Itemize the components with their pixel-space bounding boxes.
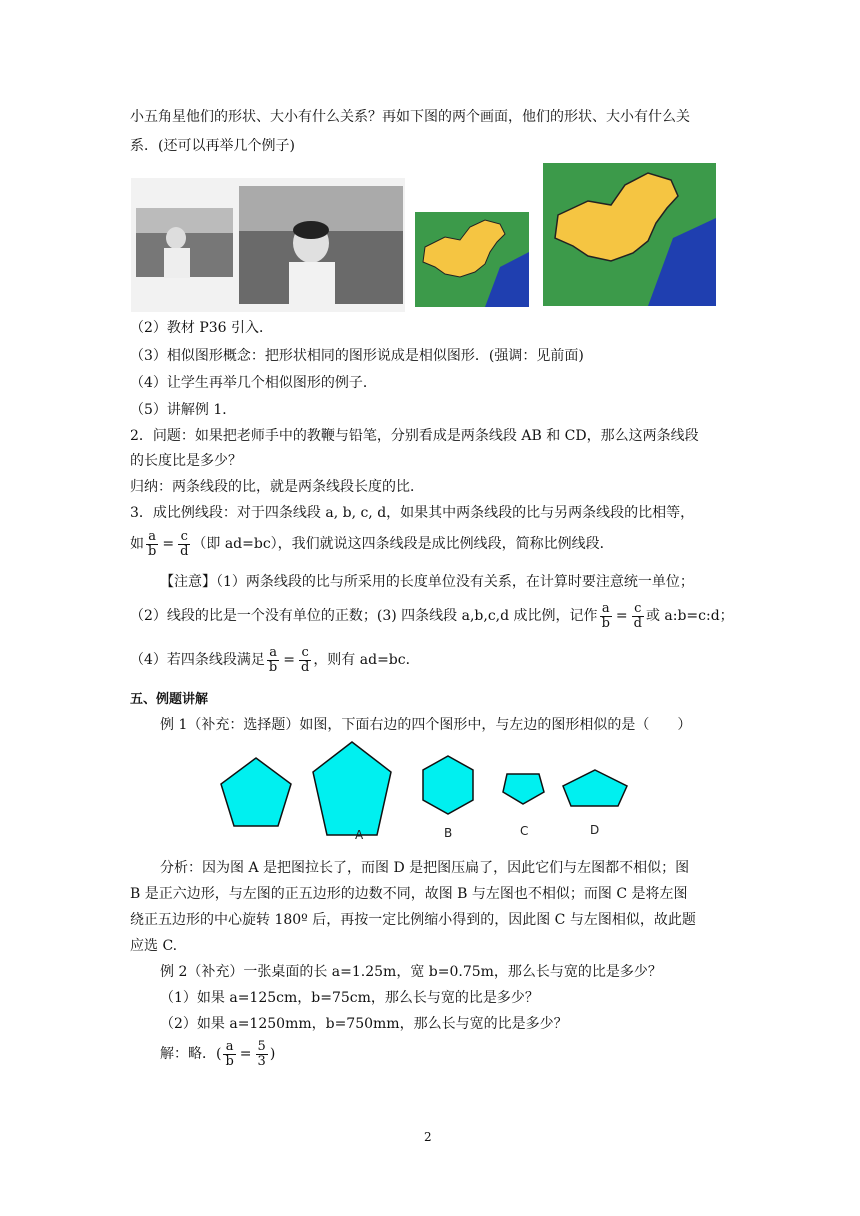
shape-label-b: B (444, 826, 453, 840)
text-line-with-fraction (160, 1036, 275, 1072)
text-line: 的长度比是多少？ (130, 453, 242, 469)
numerator: a (267, 646, 279, 661)
text: ) (269, 1046, 276, 1062)
china-map-large-image (543, 163, 716, 306)
equals-sign: = (239, 1046, 252, 1062)
numerator: a (146, 530, 158, 545)
section-heading: 五、例题讲解 (130, 692, 209, 707)
numerator: c (178, 530, 190, 545)
numerator: 5 (257, 1038, 266, 1054)
pentagon-a (313, 742, 391, 835)
shape-label-c: C (520, 824, 529, 838)
text: ，则有 ad=bc． (313, 652, 420, 668)
text-line: 2．问题：如果把老师手中的教鞭与铅笔，分别看成是两条线段 AB 和 CD，那么这两条线段 (130, 428, 699, 444)
text-line: 分析：因为图 A 是把图拉长了，而图 D 是把图压扁了，因此它们与左图都不相似；图 (160, 860, 690, 876)
denominator: b (268, 659, 278, 675)
fraction-a-b (267, 646, 279, 675)
text: （即 ad=bc），我们就说这四条线段是成比例线段，简称比例线段． (192, 536, 614, 552)
denominator: d (633, 615, 642, 631)
denominator: d (180, 543, 189, 559)
denominator: d (300, 659, 310, 675)
equals-sign: = (162, 536, 175, 552)
text-line: 【注意】（1）两条线段的比与所采用的长度单位没有关系，在计算时要注意统一单位； (160, 574, 694, 590)
shape-label-a: A (355, 828, 364, 842)
pentagon-d (563, 770, 627, 806)
text-line: （2）教材 P36 引入． (130, 320, 274, 336)
fraction-a-b (223, 1040, 235, 1069)
fraction-c-d (178, 530, 190, 559)
text-line: 小五角星他们的形状、大小有什么关系？再如下图的两个画面，他们的形状、大小有什么关 (130, 109, 690, 125)
pentagon-c (503, 774, 544, 804)
photo-pair (131, 178, 405, 312)
pentagon-left (221, 758, 291, 826)
denominator: b (148, 543, 157, 559)
text-line-with-fraction (130, 526, 614, 562)
equals-sign: = (283, 652, 295, 668)
fraction-5-3 (256, 1040, 268, 1069)
denominator: b (225, 1053, 234, 1069)
text-line: 应选 C. (130, 938, 178, 954)
text-line: （5）讲解例 1． (130, 402, 237, 418)
equals-sign: = (615, 608, 628, 624)
text: （2）线段的比是一个没有单位的正数；(3) 四条线段 a,b,c,d 成比例，记作 (130, 608, 598, 624)
text-line: 绕正五边形的中心旋转 180º 后，再按一定比例缩小得到的，因此图 C 与左图相似，故此题 (130, 912, 696, 928)
text-line-with-fraction (130, 642, 420, 678)
hexagon-b (423, 756, 473, 814)
text-line: （2）如果 a=1250mm，b=750mm，那么长与宽的比是多少？ (160, 1016, 568, 1032)
denominator: 3 (257, 1053, 266, 1069)
text-line: 系．(还可以再举几个例子) (130, 138, 295, 154)
numerator: a (223, 1040, 235, 1055)
text-line: 例 1（补充：选择题）如图，下面右边的四个图形中，与左边的图形相似的是（ ） (160, 717, 692, 733)
text-line: （3）相似图形概念：把形状相同的图形说成是相似图形．(强调：见前面) (130, 348, 584, 364)
text: （4）若四条线段满足 (130, 652, 265, 668)
fraction-c-d (632, 602, 644, 631)
denominator: b (601, 615, 610, 631)
text-line: 归纳：两条线段的比，就是两条线段长度的比． (130, 479, 424, 495)
numerator: c (299, 646, 311, 661)
shape-label-d: D (590, 823, 600, 837)
text-line: 例 2（补充）一张桌面的长 a=1.25m，宽 b=0.75m，那么长与宽的比是多少？ (160, 964, 662, 980)
small-map (415, 212, 529, 307)
child-photos-image (131, 178, 405, 312)
text: 或 a:b=c:d； (645, 608, 734, 624)
large-map (543, 163, 716, 306)
text-line: （1）如果 a=125cm，b=75cm，那么长与宽的比是多少？ (160, 990, 539, 1006)
numerator: c (632, 602, 644, 617)
numerator: a (600, 602, 612, 617)
text-line: （4）让学生再举几个相似图形的例子． (130, 375, 377, 391)
page-number: 2 (424, 1130, 432, 1144)
fraction-c-d (299, 646, 311, 675)
text-line: 3．成比例线段：对于四条线段 a, b, c, d，如果其中两条线段的比与另两条线段的比相等， (130, 505, 695, 521)
text-line: B 是正六边形，与左图的正五边形的边数不同，故图 B 与左图也不相似；而图 C 是将左图 (130, 886, 688, 902)
fraction-a-b (146, 530, 158, 559)
fraction-a-b (600, 602, 612, 631)
text: 如 (130, 536, 144, 552)
shapes-figure (215, 740, 635, 840)
text: 解：略．( (160, 1046, 222, 1062)
china-map-small-image (415, 212, 529, 307)
text-line-with-fraction (130, 598, 734, 634)
